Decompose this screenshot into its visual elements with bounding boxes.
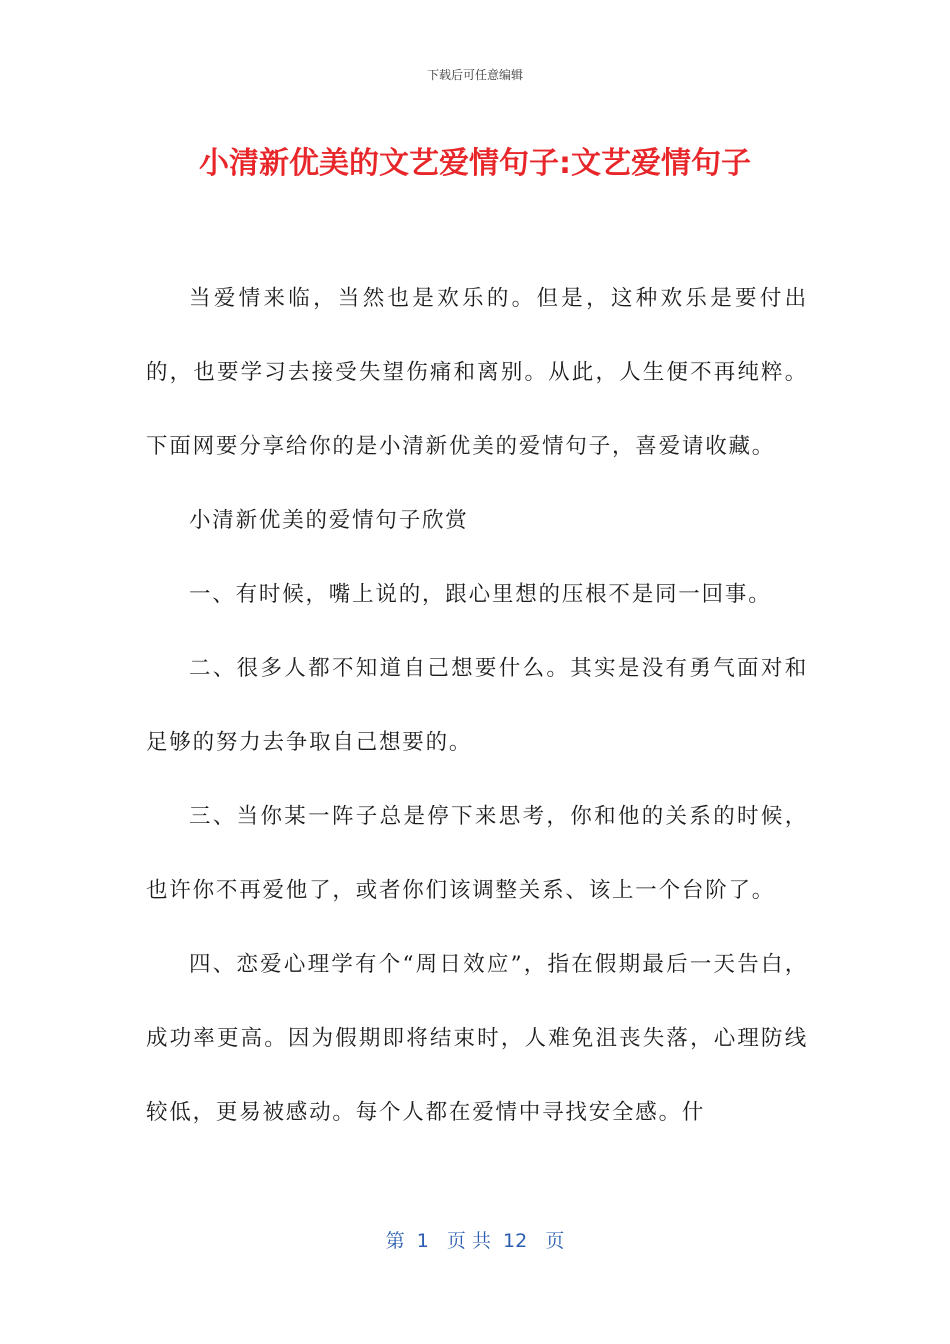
document-body	[146, 262, 808, 1150]
paragraph-item-1: 一、有时候，嘴上说的，跟心里想的压根不是同一回事。	[189, 582, 772, 607]
document-title: 小清新优美的文艺爱情句子:文艺爱情句子	[199, 146, 751, 181]
paragraph-item-3: 三、当你某一阵子总是停下来思考，你和他的关系的时候，也许你不再爱他了，或者你们该调整关系、该上一个台阶了。	[146, 804, 808, 903]
paragraph-item-2: 二、很多人都不知道自己想要什么。其实是没有勇气面对和足够的努力去争取自己想要的。	[146, 656, 808, 755]
paragraph-section-heading: 小清新优美的爱情句子欣赏	[189, 508, 469, 533]
header-note: 下载后可任意编辑	[426, 68, 523, 82]
page-footer: 第 1 页 共 12 页	[385, 1230, 565, 1252]
paragraph-item-4: 四、恋爱心理学有个“周日效应”，指在假期最后一天告白，成功率更高。因为假期即将结束时，人难免沮丧失落，心理防线较低，更易被感动。每个人都在爱情中寻找安全感。什	[146, 952, 808, 1125]
paragraph-intro: 当爱情来临，当然也是欢乐的。但是，这种欢乐是要付出的，也要学习去接受失望伤痛和离别。从此，人生便不再纯粹。下面网要分享给你的是小清新优美的爱情句子，喜爱请收藏。	[146, 286, 808, 459]
